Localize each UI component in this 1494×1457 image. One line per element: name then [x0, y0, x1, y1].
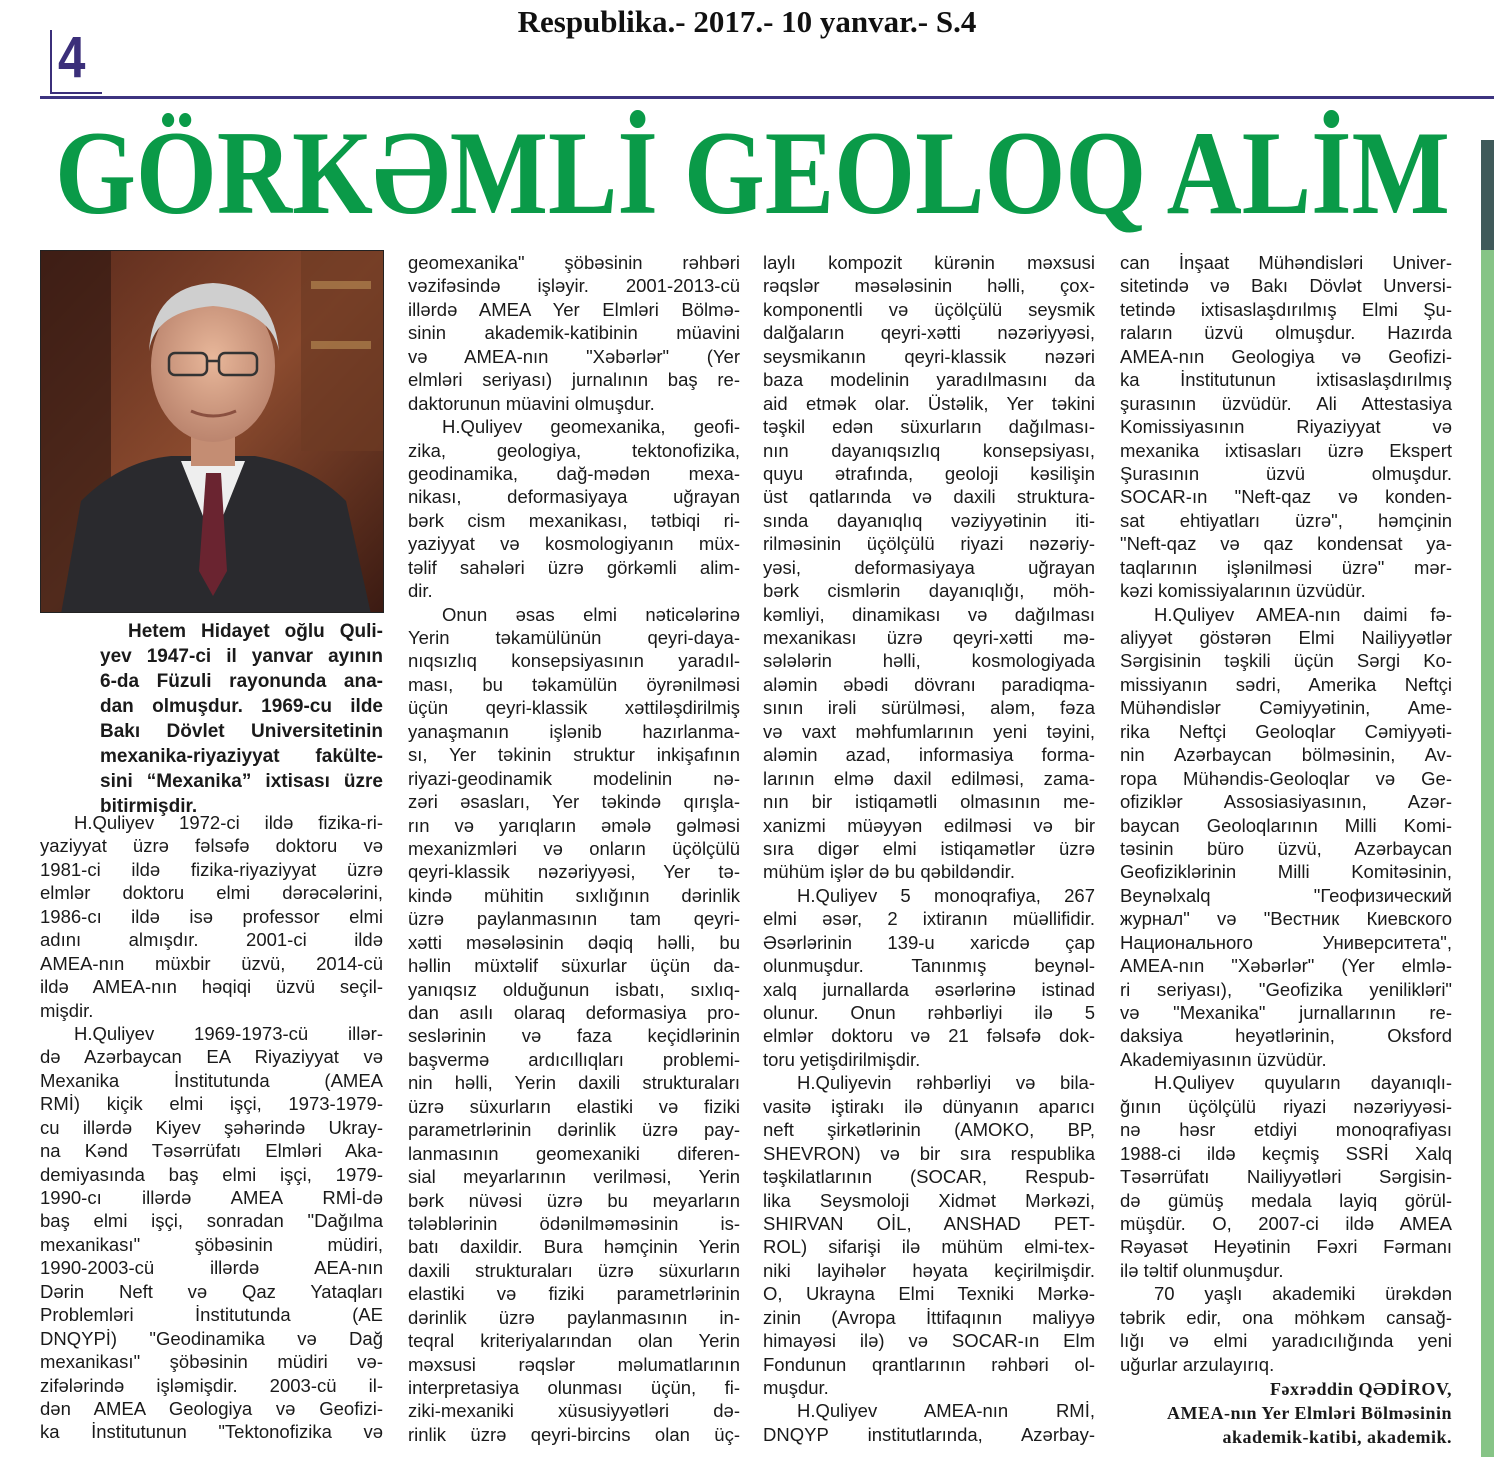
text-line: yəsi, deformasiyaya uğrayan [763, 556, 1095, 578]
paragraph [408, 251, 740, 415]
text-line: bərk nüvəsi üzrə bu meyarların [408, 1189, 740, 1211]
text-line: üzrə paylanmasının tam qeyri- [408, 908, 740, 930]
text-line: elmlər doktoru və 21 fəlsəfə dok- [763, 1025, 1095, 1047]
masthead: Respublika.- 2017.- 10 yanvar.- S.4 [517, 4, 977, 39]
paragraph [1120, 603, 1452, 1072]
text-line: parametrlərinin dərinlik üzrə pay- [408, 1119, 740, 1141]
text-line: başvermə ardıcıllıqları problemi- [408, 1048, 740, 1070]
text-line: "Neft-qaz və qaz kondensat ya- [1120, 533, 1452, 555]
paragraph [40, 1022, 383, 1444]
text-line: himayəsi ilə) və SOCAR-ın Elm [763, 1330, 1095, 1352]
text-line: H.Quliyev 5 monoqrafiya, 267 [797, 884, 1095, 906]
text-line: seslərinin və faza keçidlərinin [408, 1025, 740, 1047]
text-line: H.Quliyev AMEA-nın daimi fə- [1154, 603, 1452, 625]
text-line: dən AMEA Geologiya və Geofizi- [40, 1397, 383, 1419]
text-line: nin Azərbaycan bölməsinin, Av- [1120, 744, 1452, 766]
text-line: sələlərin həlli, kosmologiyada [763, 650, 1095, 672]
text-line: lığı və elmi yaradıcılığında yeni [1120, 1330, 1452, 1352]
text-line: H.Quliyev geomexanika, geofi- [442, 416, 740, 438]
side-color-bar [1481, 140, 1494, 1457]
text-line: aləmin əbədi dövranı paradiqma- [763, 673, 1095, 695]
text-line: və "Mexanika" jurnallarının re- [1120, 1002, 1452, 1023]
paragraph [40, 811, 383, 1022]
text-line: Təsərrüfatı Nailiyyətləri Sərgisin- [1120, 1166, 1452, 1188]
text-line: batı daxildir. Bura həmçinin Yerin [408, 1236, 740, 1258]
text-line: ğının üçölçülü riyazi nəzəriyyəsi- [1120, 1095, 1452, 1117]
text-line: və AMEA-nın "Xəbərlər" (Yer [408, 345, 740, 367]
text-line: təşkil edən süxurların dağılması- [763, 416, 1095, 438]
intro-line: yev 1947-ci il yanvar ayının [100, 646, 383, 667]
text-line: Beynəlxalq "Геофизический [1120, 884, 1452, 906]
text-line: DNQYPİ) "Geodinamika və Dağ [40, 1327, 383, 1349]
text-line: ması, bu təkamülün öyrənilməsi [408, 673, 740, 695]
text-line: Mexanika İnstitutunda (AMEA [40, 1069, 383, 1091]
text-line: ildə AMEA-nın həqiqi üzvü seçil- [40, 976, 383, 998]
text-line: aid etmək olar. Üstəlik, Yer təkini [763, 392, 1095, 414]
text-line: qeyri-klassik nəzəriyyəsi, Yer tə- [408, 861, 740, 883]
text-line: sı, Yer təkinin struktur inkişafının [408, 744, 740, 766]
text-line: H.Quliyev 1972-ci ildə fizika-ri- [74, 812, 383, 833]
text-line: mexanikası" şöbəsinin müdiri və- [40, 1351, 383, 1373]
text-line: baza modelinin yaradılmasını da [763, 369, 1095, 391]
text-line: niki layihələr həyata keçirilmişdir. [763, 1259, 1095, 1281]
text-line: RMİ) kiçik elmi işçi, 1973-1979- [40, 1093, 383, 1115]
text-line: dir. [408, 580, 433, 602]
text-line: də Azərbaycan EA Riyaziyyat və [40, 1046, 383, 1068]
text-line: nın dayanıqsızlıq konsepsiyası, [763, 439, 1095, 461]
text-line: na Kənd Təsərrüfatı Elmləri Aka- [40, 1140, 383, 1162]
text-line: olunmuşdur. Tanınmış beynəl- [763, 955, 1095, 977]
text-line: daktorunun müavini olmuşdur. [408, 392, 655, 414]
text-line: elastiki və fiziki parametrlərinin [408, 1283, 740, 1305]
text-line: журнал" və "Вестник Киевского [1120, 908, 1452, 930]
text-line: yanaşmanın işlənib hazırlanma- [408, 720, 740, 742]
text-line: geodinamika, dağ-mədən mexa- [408, 462, 740, 484]
text-line: laylı kompozit kürənin məxsusi [763, 252, 1095, 273]
text-line: daksiya heyətlərinin, Oksford [1120, 1025, 1452, 1047]
text-line: zifələrində işləmişdir. 2003-cü il- [40, 1374, 383, 1396]
text-line: teqral kriteriyalarından olan Yerin [408, 1330, 740, 1352]
text-line: vasitə iştirakı ilə dünyanın aparıcı [763, 1095, 1095, 1117]
text-line: rilməsinin üçölçülü riyazi nəzəriy- [763, 533, 1095, 555]
text-line: mühüm işlər də bu qəbildəndir. [763, 861, 1015, 883]
paragraph [1120, 1282, 1452, 1376]
text-line: xətti məsələsinin dəqiq həlli, bu [408, 931, 740, 953]
text-column-4 [1120, 251, 1452, 1376]
text-line: yaziyyat və kosmologiyanın müx- [408, 533, 740, 555]
text-line: raların üzvü olmuşdur. Hazırda [1120, 322, 1452, 344]
text-line: geomexanika" şöbəsinin rəhbəri [408, 252, 740, 273]
text-line: uğurlar arzulayırıq. [1120, 1353, 1275, 1375]
text-line: Dərin Neft və Qaz Yataqları [40, 1280, 383, 1302]
text-line: sinin akademik-katibinin müavini [408, 322, 740, 344]
author-signature [1120, 1377, 1452, 1449]
text-column-3 [763, 251, 1095, 1446]
text-line: nın bir istiqamətli olmasının me- [763, 791, 1095, 813]
text-line: 1990-cı illərdə AMEA RMİ-də [40, 1187, 383, 1208]
text-line: ziki-mexaniki xüsusiyyətləri də- [408, 1400, 740, 1422]
text-line: ri seriyası), "Geofizika yenilikləri" [1120, 978, 1452, 1000]
text-line: H.Quliyev AMEA-nın RMİ, [797, 1400, 1095, 1422]
text-line: ROL) sifarişi ilə mühüm elmi-tex- [763, 1236, 1095, 1258]
text-line: seysmikanın qeyri-klassik nəzəri [763, 345, 1095, 367]
paragraph [408, 415, 740, 603]
intro-lead [100, 619, 383, 819]
text-line: larının elmə daxil edilməsi, zama- [763, 767, 1095, 789]
paragraph [763, 251, 1095, 884]
paragraph [763, 884, 1095, 1072]
author-name: Fəxrəddin QƏDİROV, [1270, 1379, 1452, 1399]
text-line: illərdə AMEA Yer Elmləri Bölmə- [408, 298, 740, 320]
text-line: üst qatlarında və daxili struktura- [763, 486, 1095, 508]
text-line: kəmliyi, dinamikası və dağılması [763, 603, 1095, 625]
text-line: Национального Университета", [1120, 931, 1452, 953]
text-line: xalq jurnallarda əsərlərinə istinad [763, 978, 1095, 1000]
text-line: ka İnstitutunun ixtisaslaşdırılmış [1120, 369, 1452, 391]
text-line: cu illərdə Kiyev şəhərində Ukray- [40, 1116, 383, 1138]
text-line: mişdir. [40, 999, 94, 1021]
text-line: yanıqsız olduğunun isbatı, sıxlıq- [408, 978, 740, 1000]
text-line: Fondunun qrantlarının rəhbəri ol- [763, 1353, 1095, 1375]
page-number-box [50, 25, 102, 94]
text-line: nikası, deformasiyaya uğrayan [408, 486, 740, 508]
text-line: O, Ukrayna Elmi Texniki Mərkə- [763, 1283, 1095, 1305]
text-line: nıqsızlıq konsepsiyasının yaradıl- [408, 650, 740, 672]
text-line: mexanikası üzrə qeyri-xətti mə- [763, 627, 1095, 648]
text-line: yaziyyat üzrə fəlsəfə doktoru və [40, 835, 383, 857]
text-line: mexanikası" şöbəsinin müdiri, [40, 1233, 383, 1255]
text-line: neft şirkətlərinin (AMOKO, BP, [763, 1119, 1095, 1141]
text-line: nə həsr etdiyi monoqrafiyası [1120, 1119, 1452, 1141]
intro-line: Hetem Hidayet oğlu Quli- [128, 621, 383, 642]
text-line: zəri əsasları, Yer təkində qırışla- [408, 791, 740, 813]
text-line: vəzifəsində işləyir. 2001-2013-cü [408, 275, 740, 297]
text-line: baş elmi işçi, sonradan "Dağılma [40, 1210, 383, 1232]
text-line: Komissiyasının Riyaziyyat və [1120, 416, 1452, 438]
text-line: H.Quliyevin rəhbərliyi və bila- [797, 1072, 1095, 1094]
text-line: Rəyasət Heyətinin Fəxri Fərmanı [1120, 1236, 1452, 1258]
text-line: Şurasının üzvü olmuşdur. [1120, 462, 1452, 484]
text-line: Geofiziklərinin Milli Komitəsinin, [1120, 861, 1452, 883]
text-line: mexanika ixtisasları üzrə Ekspert [1120, 439, 1452, 461]
text-line: təsinin büro üzvü, Azərbaycan [1120, 837, 1452, 859]
paragraph [763, 1071, 1095, 1399]
text-line: Əsərlərinin 139-u xaricdə çap [763, 931, 1095, 953]
text-line: təbrik edir, ona möhkəm cansağ- [1120, 1306, 1452, 1328]
intro-line: dan olmuşdur. 1969-cu ilde [100, 696, 383, 717]
text-line: həllin müxtəlif süxurlar üçün da- [408, 955, 740, 977]
paragraph [408, 603, 740, 1447]
text-line: 1986-cı ildə isə professor elmi [40, 905, 383, 927]
text-line: kəzi komissiyalarının üzvüdür. [1120, 580, 1366, 602]
text-line: 1990-2003-cü illərdə AEA-nın [40, 1257, 383, 1279]
intro-line: 6-da Füzuli rayonunda ana- [100, 671, 383, 692]
text-line: rın və yarıqların əmələ gəlməsi [408, 814, 740, 836]
article-title: GÖRKƏMLİ GEOLOQ ALİM [55, 106, 1450, 239]
text-line: daxili strukturaları üzrə süxurların [408, 1259, 740, 1281]
text-line: SHIRVAN OİL, ANSHAD PET- [763, 1212, 1095, 1234]
text-line: elmləri seriyası) jurnalının baş re- [408, 369, 740, 391]
text-line: 1988-ci ildə keçmiş SSRİ Xalq [1120, 1142, 1452, 1164]
text-line: və vaxt məhfumlarının yeni təyini, [763, 720, 1095, 742]
text-line: təlif sahələri üzrə görkəmli alim- [408, 556, 740, 578]
text-line: tetində ixtisaslaşdırılmış Elmi Şu- [1120, 298, 1452, 320]
text-line: nin həlli, Yerin daxili strukturaları [408, 1072, 740, 1094]
text-line: can İnşaat Mühəndisləri Univer- [1120, 252, 1452, 273]
text-line: quyu ətrafında, geoloji kəsilişin [763, 462, 1095, 484]
text-line: Problemləri İnstitutunda (AE [40, 1304, 383, 1326]
text-line: rika Neftçi Geoloqlar Cəmiyyəti- [1120, 720, 1452, 742]
text-line: sında dayanıqlıq vəziyyətinin iti- [763, 509, 1095, 531]
paragraph [763, 1399, 1095, 1446]
paragraph [1120, 251, 1452, 603]
text-line: elmi əsər, 2 ixtiranın müəllifidir. [763, 908, 1095, 930]
text-line: sıra digər elmi istiqamətlər üzrə [763, 837, 1095, 859]
text-line: də gümüş medala layiq görül- [1120, 1189, 1452, 1211]
portrait-image [41, 251, 384, 613]
text-line: H.Quliyev quyuların dayanıqlı- [1154, 1072, 1452, 1094]
text-line: AMEA-nın Geologiya və Geofizi- [1120, 345, 1452, 367]
text-line: təşkilatlarının (SOCAR, Respub- [763, 1166, 1095, 1188]
text-line: muşdur. [763, 1377, 829, 1398]
text-line: Onun əsas elmi nəticələrinə [442, 603, 740, 625]
text-line: rinlik üzrə qeyri-bircins olan üç- [408, 1423, 740, 1445]
text-column-1 [40, 811, 383, 1444]
text-line: adını almışdır. 2001-ci ildə [40, 929, 383, 951]
text-line: məxsusi rəqslər məlumatlarının [408, 1353, 740, 1375]
text-line: missiyanın sədri, Amerika Neftçi [1120, 673, 1452, 695]
text-line: DNQYP institutlarında, Azərbay- [763, 1423, 1095, 1445]
author-position: akademik-katibi, akademik. [1222, 1427, 1452, 1447]
text-line: SOCAR-ın "Neft-qaz və konden- [1120, 486, 1452, 508]
text-line: interpretasiya olunması üçün, fi- [408, 1377, 740, 1398]
portrait-photo [40, 250, 384, 613]
intro-line: sini “Mexanika” ixtisası üzre [100, 771, 383, 792]
text-line: olunur. Onun rəhbərliyi ilə 5 [763, 1002, 1095, 1023]
text-line: 70 yaşlı akademiki ürəkdən [1154, 1283, 1452, 1305]
text-line: sat ehtiyatları üzrə", həmçinin [1120, 509, 1452, 531]
header-rule [40, 96, 1494, 99]
intro-line: Bakı Dövlet Universitetinin [100, 721, 383, 742]
text-line: şurasının üzvüdür. Ali Attestasiya [1120, 392, 1452, 414]
text-line: müşdür. O, 2007-ci ildə AMEA [1120, 1212, 1452, 1234]
text-line: sitetində və Bakı Dövlət Unversi- [1120, 275, 1452, 297]
text-line: H.Quliyev 1969-1973-cü illər- [74, 1022, 383, 1044]
text-line: zika, geologiya, tektonofizika, [408, 439, 740, 461]
text-line: ofiziklər Assosiasiyasının, Azər- [1120, 791, 1452, 813]
text-line: SHEVRON) və bir sıra respublika [763, 1142, 1095, 1164]
text-line: aliyyət göstərən Elmi Nailiyyətlər [1120, 627, 1452, 648]
text-line: riyazi-geodinamik modelinin nə- [408, 767, 740, 789]
text-line: Yerin təkamülünün qeyri-daya- [408, 627, 740, 648]
text-line: sının irəli sürülməsi, aləm, fəza [763, 697, 1095, 719]
text-line: lika Seysmoloji Xidmət Mərkəzi, [763, 1189, 1095, 1211]
page-number: 4 [58, 25, 86, 90]
text-line: AMEA-nın "Xəbərlər" (Yer elmlə- [1120, 955, 1452, 977]
intro-line: mexanika-riyaziyyat fakülte- [100, 746, 383, 767]
text-line: ka İnstitutunun "Tektonofizika və [40, 1421, 383, 1443]
text-line: aləmin azad, informasiya forma- [763, 744, 1095, 766]
text-line: taqlarının işlənilməsi üzrə" mər- [1120, 556, 1452, 578]
text-column-2 [408, 251, 740, 1446]
text-line: dalğaların qeyri-xətti nəzəriyyəsi, [763, 322, 1095, 344]
text-line: bərk cismlərin dayanıqlığı, möh- [763, 580, 1095, 602]
paragraph [1120, 1071, 1452, 1282]
text-line: bərk cism mexanikası, tətbiqi ri- [408, 509, 740, 531]
author-position: AMEA-nın Yer Elmləri Bölməsinin [1167, 1403, 1452, 1423]
text-line: dan asılı olaraq deformasiya pro- [408, 1002, 740, 1023]
text-line: 1981-ci ildə fizika-riyaziyyat üzrə [40, 858, 383, 880]
text-line: mexanizmləri və onların üçölçülü [408, 837, 740, 859]
text-line: Sərgisinin təşkili üçün Sərgi Ko- [1120, 650, 1452, 672]
text-line: ropa Mühəndis-Geoloqlar və Ge- [1120, 767, 1452, 789]
text-line: lanmasının geomexaniki diferen- [408, 1142, 740, 1164]
text-line: demiyasında baş elmi işçi, 1979- [40, 1163, 383, 1185]
text-line: üçün qeyri-klassik xəttiləşdirilmiş [408, 697, 740, 719]
text-line: Akademiyasının üzvüdür. [1120, 1048, 1327, 1070]
text-line: Mühəndislər Cəmiyyətinin, Ame- [1120, 697, 1452, 719]
text-line: zinin (Avropa İttifaqının maliyyə [763, 1306, 1095, 1328]
text-line: rəqslər məsələsinin həlli, çox- [763, 275, 1095, 297]
text-line: komponentli və üçölçülü seysmik [763, 298, 1095, 320]
text-line: elmlər doktoru elmi dərəcələrini, [40, 882, 383, 904]
intro-line: bitirmişdir. [100, 796, 198, 817]
text-line: baycan Geoloqlarının Milli Komi- [1120, 814, 1452, 836]
text-line: tələblərinin ödənilməməsinin is- [408, 1212, 740, 1234]
text-line: toru yetişdirilmişdir. [763, 1048, 921, 1070]
text-line: sial meyarlarının verilməsi, Yerin [408, 1166, 740, 1188]
text-line: ilə təltif olunmuşdur. [1120, 1259, 1284, 1281]
text-line: xanizmi müəyyən edilməsi və bir [763, 814, 1095, 836]
text-line: dərinlik üzrə paylanmasının in- [408, 1306, 740, 1328]
text-line: kində mühitin sıxlığının dərinlik [408, 884, 740, 906]
text-line: üzrə süxurların elastiki və fiziki [408, 1095, 740, 1117]
text-line: AMEA-nın müxbir üzvü, 2014-cü [40, 952, 383, 974]
